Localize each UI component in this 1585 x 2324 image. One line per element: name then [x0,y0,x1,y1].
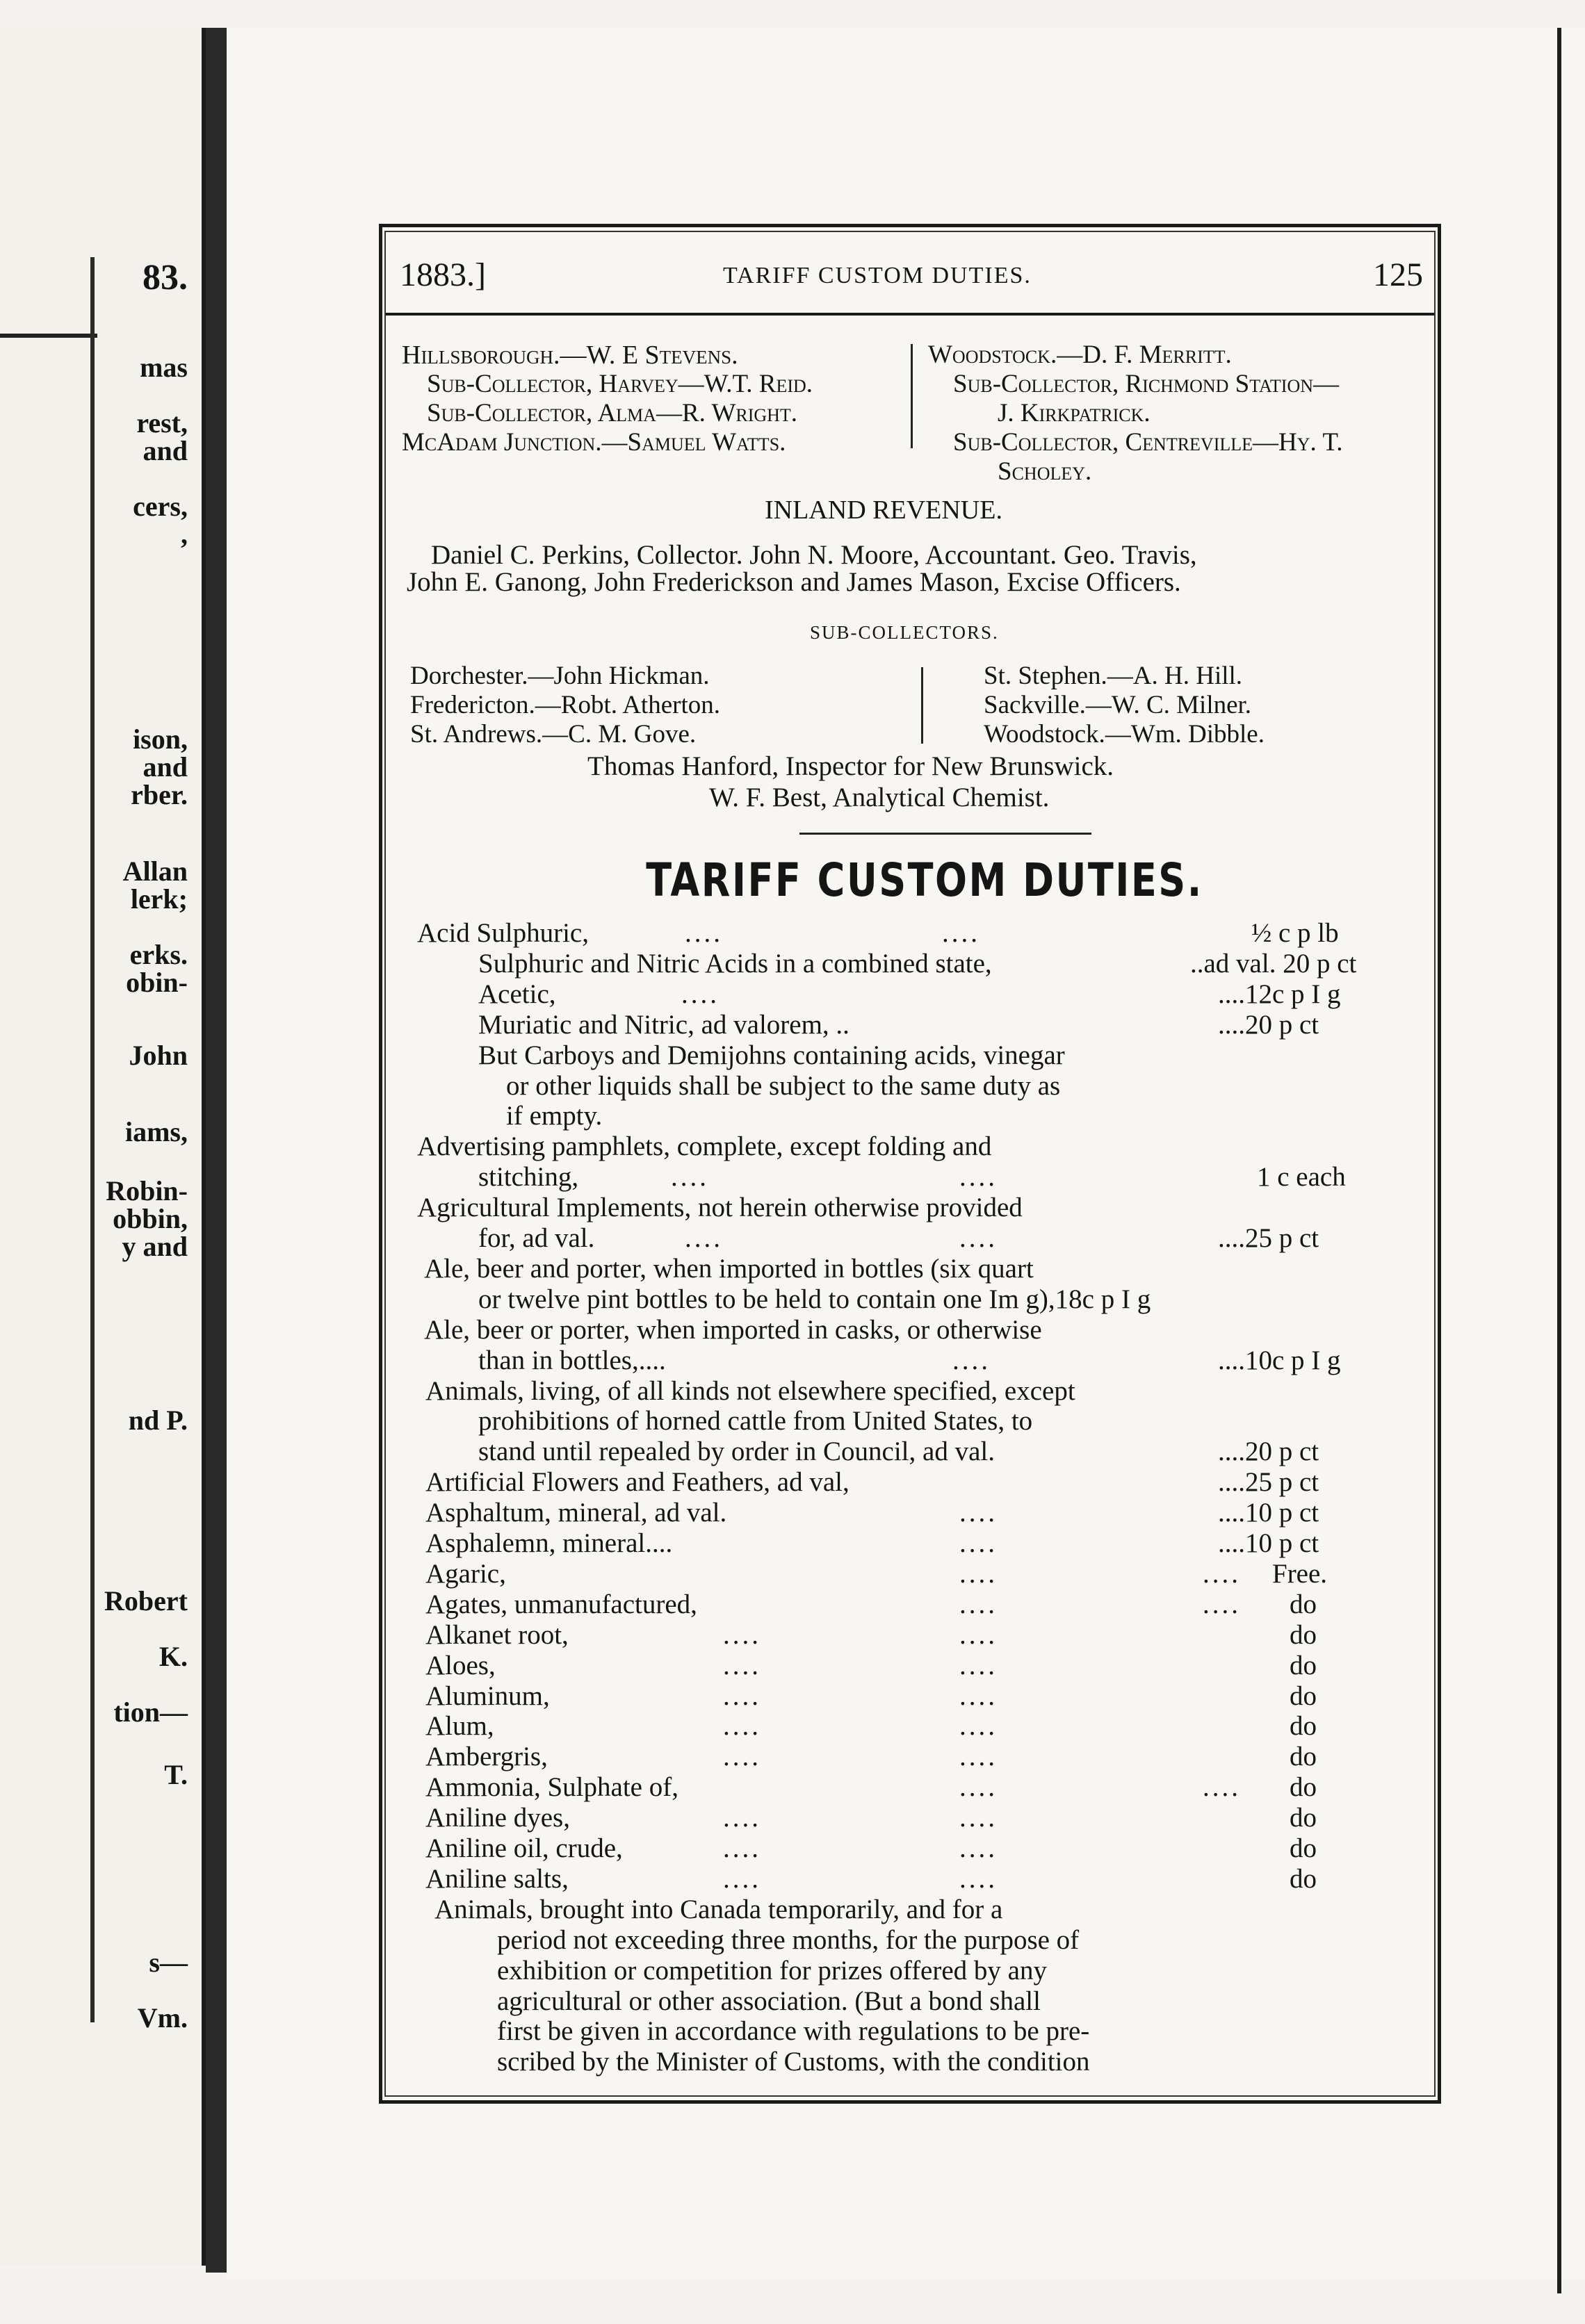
tariff-entry [0,1955,1585,1986]
sub-collectors-right [984,662,1265,749]
tariff-entry-duty: do [1290,1864,1317,1894]
tariff-entry [0,1040,1585,1070]
leader-dots: .... [959,1772,998,1802]
tariff-entry-text: Alum, [425,1711,494,1741]
official-mcadam: McAdam Junction.—Samuel Watts. [402,428,786,457]
tariff-entry-text: Alkanet root, [425,1620,569,1650]
tariff-entry-duty: ....25 p ct [1218,1223,1319,1253]
header-title: TARIFF CUSTOM DUTIES. [723,263,1032,288]
tariff-entry [0,1466,1585,1497]
leader-dots: .... [959,1833,998,1863]
left-page-fragment-line: Vm. [137,2002,188,2034]
leader-dots: .... [685,1223,723,1253]
inland-revenue-line2: John E. Ganong, John Frederickson and James Mason, Excise Officers. [407,567,1181,597]
tariff-entry-text: if empty. [506,1101,603,1131]
left-page-fragment-line: Robin- [106,1175,188,1206]
section-rule [799,833,1091,835]
leader-dots: .... [959,1742,998,1771]
tariff-entry-duty: do [1290,1589,1317,1619]
tariff-entry-text: stitching, [478,1162,579,1192]
official-harvey: Sub-Collector, Harvey—W.T. Reid. [427,370,813,398]
tariff-entry [0,1253,1585,1284]
left-page-fragment-line: K. [158,1641,188,1672]
leader-dots: .... [1203,1559,1241,1589]
leader-dots: .... [723,1864,761,1894]
leader-dots: .... [959,1681,998,1711]
sub-collector-dorchester: Dorchester.—John Hickman. [410,662,710,690]
leader-dots: .... [959,1589,998,1619]
tariff-entry-text: Aniline dyes, [425,1803,570,1833]
left-page-fragment-line: 83. [143,258,188,297]
tariff-entry-text: prohibitions of horned cattle from United States, to [478,1406,1033,1436]
leader-dots: .... [1203,1772,1241,1802]
official-hillsborough: Hillsborough.—W. E Stevens. [402,341,738,370]
tariff-entry [0,1284,1585,1314]
tariff-entry [0,1802,1585,1833]
tariff-entry [0,1771,1585,1802]
tariff-entry-text: Aloes, [425,1651,496,1680]
left-page-fragment-line: Allan [122,856,188,887]
leader-dots: .... [959,1711,998,1741]
tariff-entry-text: Acetic, [478,979,556,1009]
tariff-entry [0,1924,1585,1955]
sub-collector-woodstock: Woodstock.—Wm. Dibble. [984,720,1265,748]
tariff-entry [0,1680,1585,1711]
tariff-entry [0,1863,1585,1894]
tariff-entry-text: first be given in accordance with regulations to be pre- [497,2016,1090,2046]
tariff-entry-text: Advertising pamphlets, complete, except folding and [417,1131,992,1161]
leader-dots: .... [723,1620,761,1650]
left-page-fragment-line: Robert [104,1585,188,1617]
tariff-entry-duty: ....20 p ct [1218,1437,1319,1466]
tariff-entry [0,1405,1585,1436]
tariff-entry [0,1070,1585,1101]
leader-dots: .... [723,1742,761,1771]
header-rule [386,313,1434,316]
left-page-fragment-line: ison, [133,723,188,755]
leader-dots: .... [681,979,720,1009]
chemist-line: W. F. Best, Analytical Chemist. [709,783,1050,812]
left-page-fragment-line: erks. [129,939,188,970]
sub-collector-fredericton: Fredericton.—Robt. Atherton. [410,691,720,719]
tariff-entry-duty: 1 c each [1257,1162,1346,1192]
tariff-entry-duty: do [1290,1711,1317,1741]
tariff-entry [0,1192,1585,1222]
tariff-entry-text: agricultural or other association. (But a bond shall [497,1986,1041,2016]
tariff-entry-text: Ambergris, [425,1742,548,1771]
inland-revenue-line1: Daniel C. Perkins, Collector. John N. Moore, Accountant. Geo. Travis, [431,540,1197,570]
leader-dots: .... [942,918,980,948]
tariff-entry [0,1710,1585,1741]
left-page-fragment-line: John [129,1040,188,1071]
tariff-entry [0,1986,1585,2016]
leader-dots: .... [723,1833,761,1863]
left-page-fragment-line: obbin, [113,1203,188,1234]
leader-dots: .... [952,1345,991,1375]
tariff-entry-duty: ....10 p ct [1218,1528,1319,1558]
leader-dots: .... [959,1620,998,1650]
leader-dots: .... [959,1162,998,1192]
leader-dots: .... [723,1651,761,1680]
tariff-entry-duty: do [1290,1742,1317,1771]
leader-dots: .... [959,1559,998,1589]
left-page-fragment-line: tion— [113,1696,188,1728]
leader-dots: .... [685,918,723,948]
left-page-fragment-line: and [143,751,188,783]
tariff-entry [0,1741,1585,1771]
tariff-entry-text: Agricultural Implements, not herein otherwise provided [417,1193,1023,1222]
official-woodstock: Woodstock.—D. F. Merritt. [928,341,1232,369]
tariff-entry-text: stand until repealed by order in Council, ad val. [478,1437,995,1466]
leader-dots: .... [959,1864,998,1894]
tariff-entry-duty: ....10c p I g [1218,1345,1341,1375]
left-page-fragment-line: lerk; [130,883,188,915]
tariff-entry-duty: do [1290,1803,1317,1833]
official-richmond: Sub-Collector, Richmond Station— [953,370,1340,398]
tariff-entry [0,1833,1585,1863]
official-kirkpatrick: J. Kirkpatrick. [998,399,1151,427]
tariff-entry [0,1558,1585,1589]
tariff-entry [0,2046,1585,2077]
tariff-entry-duty: do [1290,1620,1317,1650]
left-page-fragment-line: mas [140,352,188,383]
tariff-entry [0,2015,1585,2046]
tariff-entry [0,1131,1585,1161]
tariff-entry [0,1222,1585,1253]
tariff-entry-text: Sulphuric and Nitric Acids in a combined state, [478,949,992,979]
tariff-entry-text: exhibition or competition for prizes offered by any [497,1956,1047,1986]
tariff-entry-duty: do [1290,1681,1317,1711]
header-page-number: 125 [1373,256,1423,293]
left-page-fragment-line: y and [122,1231,188,1262]
tariff-entry-duty: ....12c p I g [1218,979,1341,1009]
officials-left [402,341,813,457]
inspector-line: Thomas Hanford, Inspector for New Brunswick. [587,751,1114,781]
tariff-entry [0,979,1585,1009]
tariff-entry-text: for, ad val. [478,1223,595,1253]
tariff-entry-duty: ....20 p ct [1218,1010,1319,1040]
tariff-entry-duty: do [1290,1833,1317,1863]
tariff-entry-duty: ½ c p lb [1251,918,1339,948]
left-page-rule [0,334,97,338]
tariff-entry-text: Aniline oil, crude, [425,1833,623,1863]
tariff-entry-text: Ammonia, Sulphate of, [425,1772,678,1802]
tariff-entry-text: Agaric, [425,1559,506,1589]
tariff-entry [0,1436,1585,1466]
left-page-fragment-line: nd P. [128,1405,188,1436]
tariff-entry-duty: Free. [1272,1559,1328,1589]
header-year: 1883.] [400,256,486,293]
leader-dots: .... [959,1803,998,1833]
left-page-fragment-line: T. [164,1759,188,1790]
inland-revenue-heading: INLAND REVENUE. [765,496,1002,525]
tariff-entry-text: Muriatic and Nitric, ad valorem, .. [478,1010,850,1040]
sub-collectors-left [410,662,720,749]
tariff-entry [0,1375,1585,1406]
tariff-entry-text: Ale, beer or porter, when imported in casks, or otherwise [424,1315,1042,1345]
tariff-entry [0,1619,1585,1650]
leader-dots: .... [723,1803,761,1833]
leader-dots: .... [1203,1589,1241,1619]
sub-collector-st-stephen: St. Stephen.—A. H. Hill. [984,662,1243,690]
tariff-entry [0,1009,1585,1040]
officials-divider [911,344,913,448]
tariff-entry-duty: do [1290,1772,1317,1802]
leader-dots: .... [959,1498,998,1528]
left-page-fragment-line: rest, [136,407,188,439]
sub-collectors-heading: SUB-COLLECTORS. [810,622,999,643]
tariff-entry-text: Animals, living, of all kinds not elsewhere specified, except [425,1376,1075,1406]
tariff-entry-text: Asphaltum, mineral, ad val. [425,1498,727,1528]
tariff-entry-text: Aniline salts, [425,1864,569,1894]
leader-dots: .... [959,1651,998,1680]
left-page-fragment-line: obin- [126,967,188,998]
leader-dots: .... [723,1681,761,1711]
tariff-entry [0,1528,1585,1558]
leader-dots: .... [959,1528,998,1558]
left-page-fragment-line: and [143,435,188,466]
tariff-entry [0,1314,1585,1345]
tariff-entry [0,1345,1585,1375]
tariff-entry [0,1589,1585,1619]
left-page-fragment-line: rber. [131,779,188,810]
leader-dots: .... [671,1162,709,1192]
leader-dots: .... [723,1711,761,1741]
tariff-entry-text: or twelve pint bottles to be held to contain one Im g),18c p I g [478,1284,1151,1314]
tariff-entry-duty: ....10 p ct [1218,1498,1319,1528]
tariff-entry-text: But Carboys and Demijohns containing acids, vinegar [478,1040,1065,1070]
left-page-fragment-line: , [181,518,188,550]
tariff-entry-text: Acid Sulphuric, [417,918,589,948]
official-scholey: Scholey. [998,457,1092,486]
sub-collector-sackville: Sackville.—W. C. Milner. [984,691,1252,719]
tariff-entry-text: Asphalemn, mineral.... [425,1528,673,1558]
tariff-entry-text: Animals, brought into Canada temporarily, and for a [434,1895,1003,1924]
left-page-fragment-line: cers, [133,491,188,522]
official-centreville: Sub-Collector, Centreville—Hy. T. [953,428,1343,457]
tariff-entry-duty: do [1290,1651,1317,1680]
left-page-fragment-line: s— [149,1947,188,1978]
tariff-entry-text: than in bottles,.... [478,1345,666,1375]
sub-collector-st-andrews: St. Andrews.—C. M. Gove. [410,720,697,748]
tariff-entry [0,1497,1585,1528]
tariff-entry [0,1100,1585,1131]
tariff-title: TARIFF CUSTOM DUTIES. [646,853,1203,907]
tariff-entry [0,1650,1585,1680]
tariff-entry-duty: ....25 p ct [1218,1467,1319,1497]
tariff-entry-text: Agates, unmanufactured, [425,1589,697,1619]
tariff-entry-text: or other liquids shall be subject to the same duty as [506,1071,1061,1101]
tariff-entry [0,948,1585,979]
tariff-entry-duty: ..ad val. 20 p ct [1190,949,1357,979]
officials-right [928,341,1342,486]
tariff-entry-text: Aluminum, [425,1681,550,1711]
official-alma: Sub-Collector, Alma—R. Wright. [427,399,798,427]
tariff-entry [0,917,1585,948]
tariff-entry-text: period not exceeding three months, for the purpose of [497,1925,1080,1955]
tariff-entry-text: Artificial Flowers and Feathers, ad val, [425,1467,850,1497]
left-page-fragment-line: iams, [125,1116,188,1147]
tariff-entry-text: scribed by the Minister of Customs, with the condition [497,2047,1090,2077]
tariff-entry-text: Ale, beer and porter, when imported in bottles (six quart [424,1254,1034,1284]
tariff-entry [0,1894,1585,1924]
tariff-entry [0,1161,1585,1192]
leader-dots: .... [959,1223,998,1253]
sub-collectors-divider [921,667,923,744]
